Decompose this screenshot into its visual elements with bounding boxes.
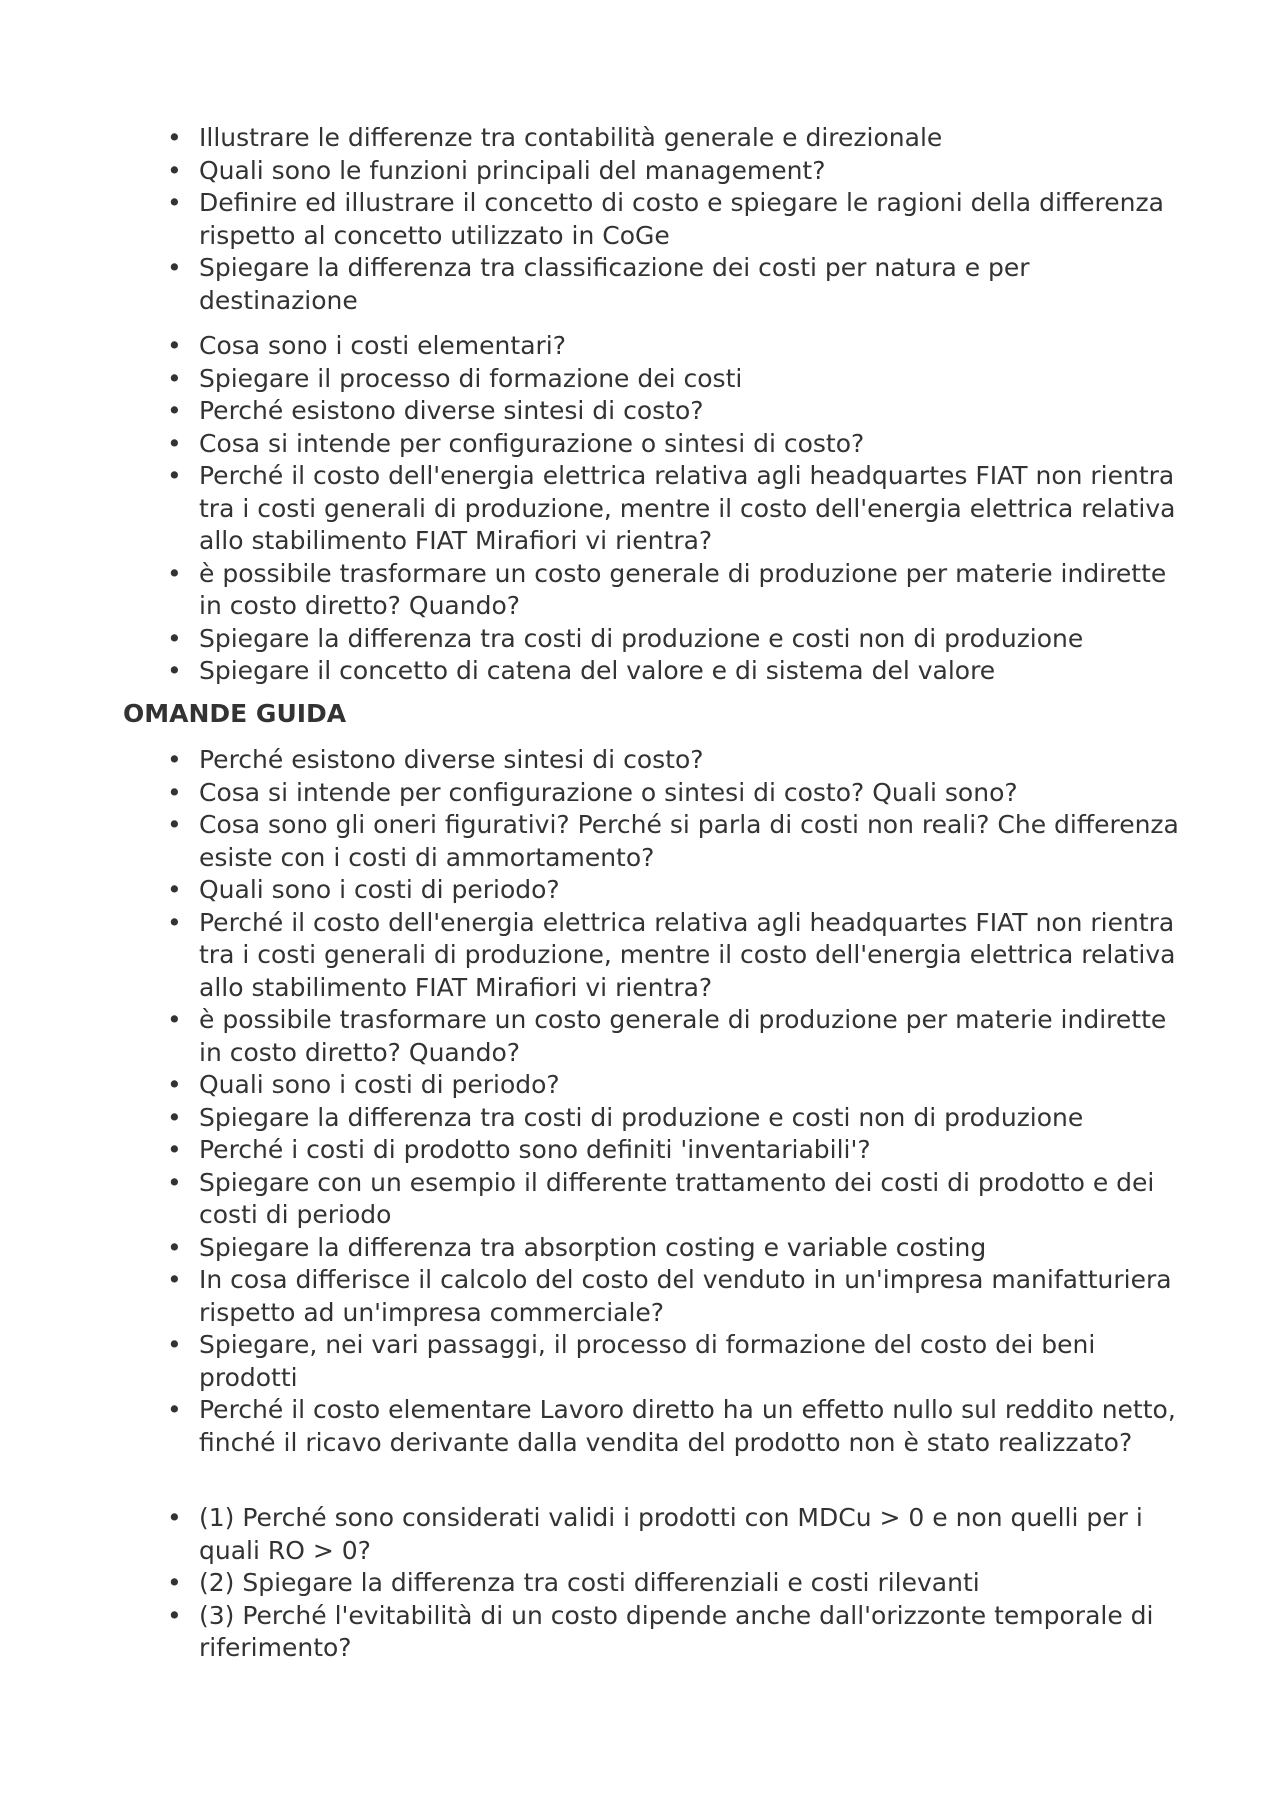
list-item: • Quali sono i costi di periodo? — [199, 1069, 1179, 1102]
list-item: • Perché il costo dell'energia elettrica relativa agli headquartes FIAT non rientra tra i costi generali di produzione, mentre il costo dell'energia elettrica relativa allo stabilimento FIAT Mirafiori vi rientra? — [199, 460, 1179, 558]
list-item: • è possibile trasformare un costo generale di produzione per materie indirette in costo diretto? Quando? — [199, 558, 1179, 623]
list-item: • Spiegare il concetto di catena del valore e di sistema del valore — [199, 655, 1179, 688]
list-item: • (3) Perché l'evitabilità di un costo dipende anche dall'orizzonte temporale di riferimento? — [199, 1600, 1179, 1665]
list-item: • Definire ed illustrare il concetto di costo e spiegare le ragioni della differenza rispetto al concetto utilizzato in CoGe — [199, 187, 1179, 252]
question-list-2 — [199, 330, 1179, 688]
list-item: • Perché il costo dell'energia elettrica relativa agli headquartes FIAT non rientra tra i costi generali di produzione, mentre il costo dell'energia elettrica relativa allo stabilimento FIAT Mirafiori vi rientra? — [199, 907, 1179, 1005]
list-item: • Perché il costo elementare Lavoro diretto ha un effetto nullo sul reddito netto, finché il ricavo derivante dalla vendita del prodotto non è stato realizzato? — [199, 1394, 1179, 1459]
list-item: • Spiegare la differenza tra classificazione dei costi per natura e per destinazione — [199, 252, 1179, 317]
list-item: • In cosa differisce il calcolo del costo del venduto in un'impresa manifatturiera rispetto ad un'impresa commerciale? — [199, 1264, 1179, 1329]
list-item: • Quali sono le funzioni principali del management? — [199, 155, 1179, 188]
list-item: • Quali sono i costi di periodo? — [199, 874, 1179, 907]
list-item: • (2) Spiegare la differenza tra costi differenziali e costi rilevanti — [199, 1567, 1179, 1600]
list-item: • (1) Perché sono considerati validi i prodotti con MDCu > 0 e non quelli per i quali RO > 0? — [199, 1502, 1179, 1567]
list-item: • Spiegare il processo di formazione dei costi — [199, 363, 1179, 396]
list-item: • Illustrare le differenze tra contabilità generale e direzionale — [199, 122, 1179, 155]
list-item: • Spiegare con un esempio il differente trattamento dei costi di prodotto e dei costi di periodo — [199, 1167, 1179, 1232]
question-list-3 — [199, 744, 1179, 1459]
question-list-4 — [199, 1502, 1179, 1665]
list-item: • Cosa si intende per configurazione o sintesi di costo? Quali sono? — [199, 777, 1179, 810]
list-item: • Perché esistono diverse sintesi di costo? — [199, 744, 1179, 777]
list-item: • Perché esistono diverse sintesi di costo? — [199, 395, 1179, 428]
list-item: • Cosa sono i costi elementari? — [199, 330, 1179, 363]
list-item: • Cosa si intende per configurazione o sintesi di costo? — [199, 428, 1179, 461]
list-item: • Spiegare la differenza tra costi di produzione e costi non di produzione — [199, 1102, 1179, 1135]
list-item: • Cosa sono gli oneri figurativi? Perché si parla di costi non reali? Che differenza esiste con i costi di ammortamento? — [199, 809, 1179, 874]
question-list-1 — [199, 122, 1179, 317]
section-heading: OMANDE GUIDA — [123, 699, 347, 728]
list-item: • Perché i costi di prodotto sono definiti 'inventariabili'? — [199, 1134, 1179, 1167]
list-item: • Spiegare, nei vari passaggi, il processo di formazione del costo dei beni prodotti — [199, 1329, 1179, 1394]
list-item: • Spiegare la differenza tra costi di produzione e costi non di produzione — [199, 623, 1179, 656]
list-item: • è possibile trasformare un costo generale di produzione per materie indirette in costo diretto? Quando? — [199, 1004, 1179, 1069]
list-item: • Spiegare la differenza tra absorption costing e variable costing — [199, 1232, 1179, 1265]
